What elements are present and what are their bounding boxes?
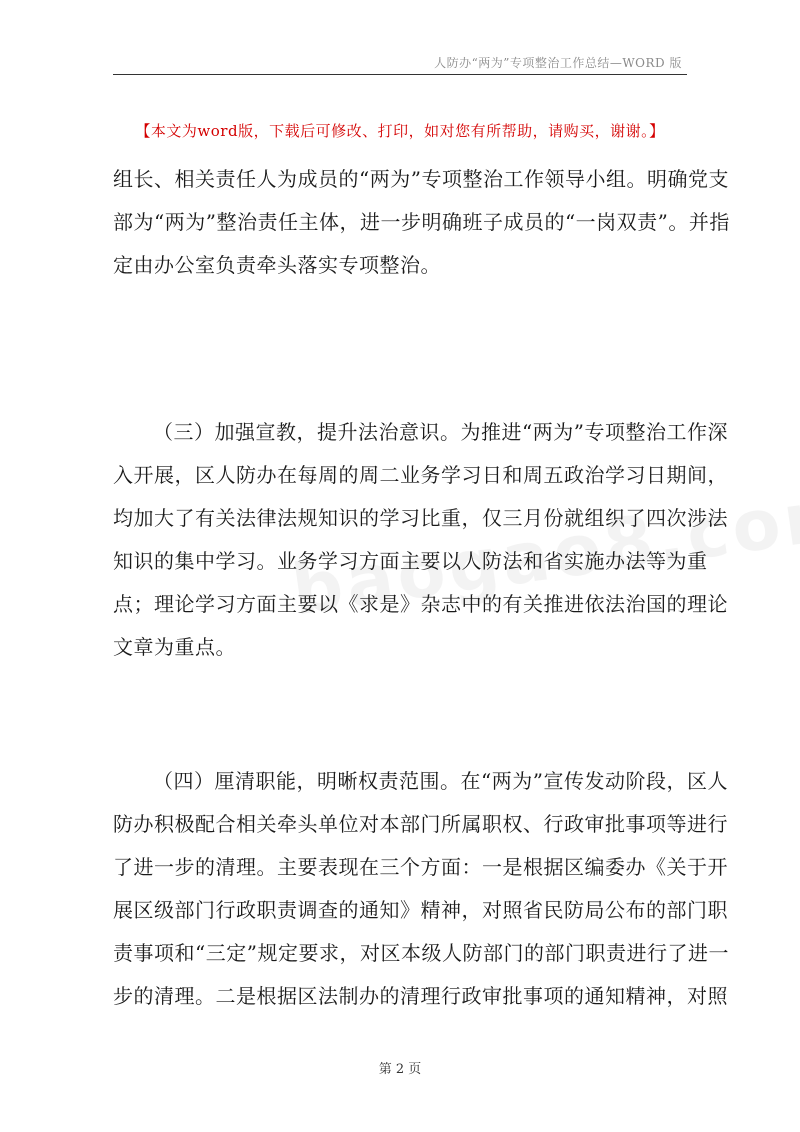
paragraph-line: 均加大了有关法律法规知识的学习比重，仅三月份就组织了四次涉法 (113, 506, 728, 530)
page-number: 第 2 页 (378, 1062, 422, 1077)
paragraph-line: 知识的集中学习。业务学习方面主要以人防法和省实施办法等为重 (113, 549, 708, 573)
paragraph-line: 步的清理。二是根据区法制办的清理行政审批事项的通知精神，对照 (113, 984, 728, 1008)
paragraph-line: 组长、相关责任人为成员的“两为”专项整治工作领导小组。明确党支 (113, 167, 729, 191)
paragraph-line: 防办积极配合相关牵头单位对本部门所属职权、行政审批事项等进行 (113, 812, 728, 836)
header-title: 人防办“两为”专项整治工作总结—WORD 版 (434, 56, 682, 70)
paragraph-line: 了进一步的清理。主要表现在三个方面：一是根据区编委办《关于开 (113, 855, 728, 879)
paragraph-responsibilities (113, 760, 729, 1018)
paragraph-line: 点；理论学习方面主要以《求是》杂志中的有关推进依法治国的理论 (113, 592, 728, 616)
header-rule (113, 74, 687, 75)
paragraph-line: 展区级部门行政职责调查的通知》精神，对照省民防局公布的部门职 (113, 898, 728, 922)
paragraph-line: 责事项和“三定”规定要求，对区本级人防部门的部门职责进行了进一 (113, 941, 729, 965)
download-notice: 【本文为word版，下载后可修改、打印，如对您有所帮助，请购买，谢谢。】 (135, 122, 665, 140)
paragraph-line: （三）加强宣教，提升法治意识。为推进“两为”专项整治工作深 (153, 420, 728, 444)
paragraph-line: （四）厘清职能，明晰权责范围。在“两为”宣传发动阶段，区人 (153, 769, 728, 793)
paragraph-line: 定由办公室负责牵头落实专项整治。 (113, 253, 441, 277)
paragraph-line: 入开展，区人防办在每周的周二业务学习日和周五政治学习日期间， (113, 463, 728, 487)
paragraph-education (113, 411, 728, 669)
paragraph-leadership-group (113, 158, 730, 287)
paragraph-line: 部为“两为”整治责任主体，进一步明确班子成员的“一岗双责”。并指 (113, 210, 730, 234)
paragraph-line: 文章为重点。 (113, 635, 236, 659)
